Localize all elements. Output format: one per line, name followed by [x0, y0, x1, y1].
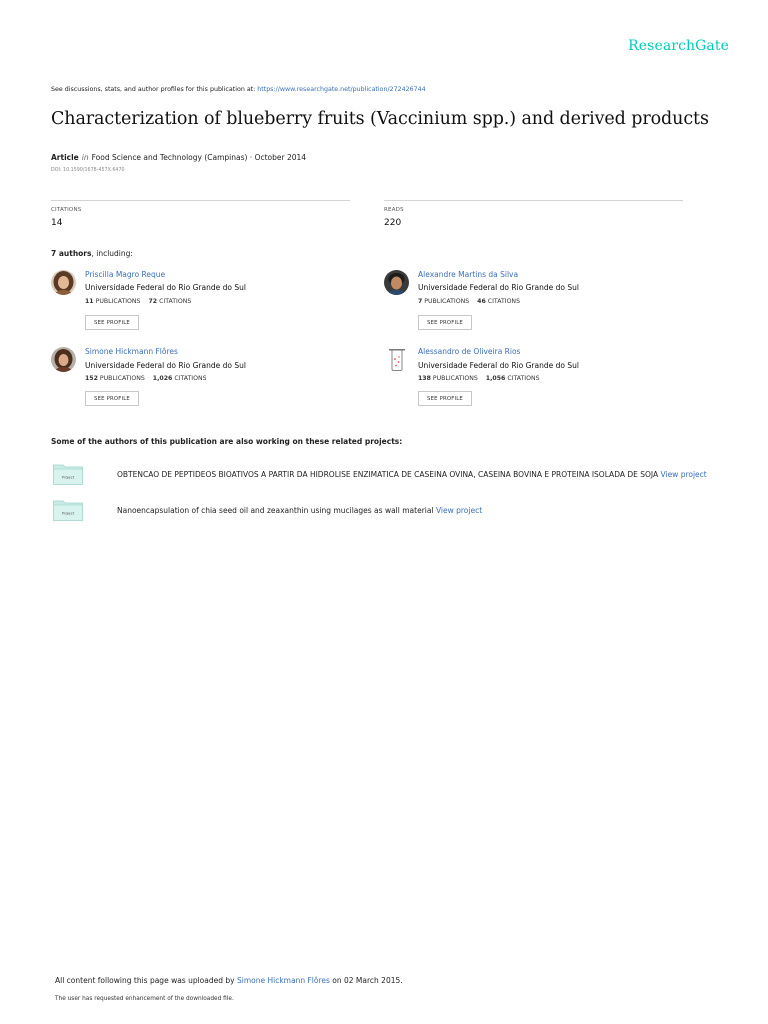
publication-url-link[interactable]: https://www.researchgate.net/publication/272426744 — [257, 86, 426, 93]
author-citations-label: CITATIONS — [159, 298, 192, 305]
discussion-notice — [51, 86, 426, 93]
upload-notice — [55, 976, 403, 985]
citations-label: CITATIONS — [51, 207, 82, 213]
project-title: Nanoencapsulation of chia seed oil and zeaxanthin using mucilages as wall material — [117, 506, 434, 515]
author-publications-count: 11 — [85, 298, 94, 305]
view-project-link[interactable]: View project — [435, 506, 483, 515]
author-publications-count: 152 — [85, 375, 98, 382]
article-type: Article — [51, 153, 79, 162]
discussion-notice-text: See discussions, stats, and author profiles for this publication at: — [51, 86, 258, 93]
author-name-link[interactable]: Priscilla Magro Reque — [85, 270, 166, 279]
project-icon-label: Project — [61, 511, 75, 516]
author-citations-count: 1,056 — [485, 375, 506, 382]
authors-heading-suffix: , including: — [91, 249, 133, 258]
author-stats — [418, 298, 520, 305]
avatar-photo-icon — [51, 347, 76, 372]
see-profile-button[interactable]: SEE PROFILE — [418, 315, 472, 330]
project-title: OBTENCAO DE PEPTIDEOS BIOATIVOS A PARTIR DA HIDROLISE ENZIMATICA DE CASEINA OVINA, CASEINA BOVINA E PROTEINA ISOLADA DE SOJA — [117, 470, 659, 479]
article-meta — [51, 153, 306, 162]
avatar-photo-icon — [384, 270, 409, 295]
folder-icon — [53, 463, 83, 485]
author-publications-label: PUBLICATIONS — [432, 375, 478, 382]
researchgate-logo[interactable]: ResearchGate — [628, 38, 729, 54]
author-institution: Universidade Federal do Rio Grande do Sul — [418, 361, 579, 370]
project-item — [117, 506, 482, 515]
see-profile-button[interactable]: SEE PROFILE — [85, 391, 139, 406]
author-stats — [85, 375, 207, 382]
author-citations-count: 72 — [148, 298, 158, 305]
author-institution: Universidade Federal do Rio Grande do Sul — [418, 283, 579, 292]
reads-label: READS — [384, 207, 404, 213]
author-stats — [85, 298, 191, 305]
author-publications-label: PUBLICATIONS — [424, 298, 470, 305]
citations-divider — [51, 200, 350, 201]
author-institution: Universidade Federal do Rio Grande do Sul — [85, 283, 246, 292]
author-publications-count: 7 — [418, 298, 423, 305]
article-in: in — [81, 153, 89, 162]
uploader-link[interactable]: Simone Hickmann Flôres — [236, 976, 330, 985]
authors-heading — [51, 249, 133, 258]
project-item — [117, 470, 707, 479]
author-institution: Universidade Federal do Rio Grande do Sul — [85, 361, 246, 370]
author-publications-count: 138 — [418, 375, 431, 382]
citations-value: 14 — [51, 218, 63, 228]
article-venue[interactable]: Food Science and Technology (Campinas) · October 2014 — [91, 153, 307, 162]
author-name-link[interactable]: Simone Hickmann Flôres — [85, 347, 178, 356]
avatar-photo-icon — [51, 270, 76, 295]
author-citations-count: 1,026 — [152, 375, 173, 382]
author-citations-label: CITATIONS — [174, 375, 207, 382]
article-title: Characterization of blueberry fruits (Vaccinium spp.) and derived products — [51, 109, 709, 129]
author-citations-label: CITATIONS — [487, 298, 520, 305]
author-stats — [418, 375, 540, 382]
reads-value: 220 — [384, 218, 402, 228]
project-folder-icon[interactable] — [53, 463, 83, 485]
author-name-link[interactable]: Alexandre Martins da Silva — [418, 270, 519, 279]
avatar[interactable] — [51, 347, 76, 372]
lab-flask-icon[interactable] — [386, 347, 408, 372]
reads-divider — [384, 200, 683, 201]
authors-count: 7 authors — [51, 249, 92, 258]
author-publications-label: PUBLICATIONS — [95, 298, 141, 305]
project-icon-label: Project — [61, 475, 75, 480]
upload-notice-suffix: on 02 March 2015. — [329, 976, 403, 985]
avatar[interactable] — [384, 270, 409, 295]
enhancement-note: The user has requested enhancement of the downloaded file. — [55, 996, 234, 1002]
related-projects-heading: Some of the authors of this publication are also working on these related projects: — [51, 437, 403, 446]
author-citations-count: 46 — [477, 298, 486, 305]
article-doi[interactable]: DOI: 10.1590/1678-457X.6470 — [51, 168, 125, 173]
view-project-link[interactable]: View project — [660, 470, 707, 479]
lab-flask-icon-graphic — [386, 347, 408, 372]
folder-icon — [53, 499, 83, 521]
avatar[interactable] — [51, 270, 76, 295]
author-citations-label: CITATIONS — [507, 375, 540, 382]
author-name-link[interactable]: Alessandro de Oliveira Rios — [418, 347, 521, 356]
project-folder-icon[interactable] — [53, 499, 83, 521]
author-publications-label: PUBLICATIONS — [99, 375, 145, 382]
see-profile-button[interactable]: SEE PROFILE — [85, 315, 139, 330]
see-profile-button[interactable]: SEE PROFILE — [418, 391, 472, 406]
upload-notice-prefix: All content following this page was uploaded by — [55, 976, 237, 985]
